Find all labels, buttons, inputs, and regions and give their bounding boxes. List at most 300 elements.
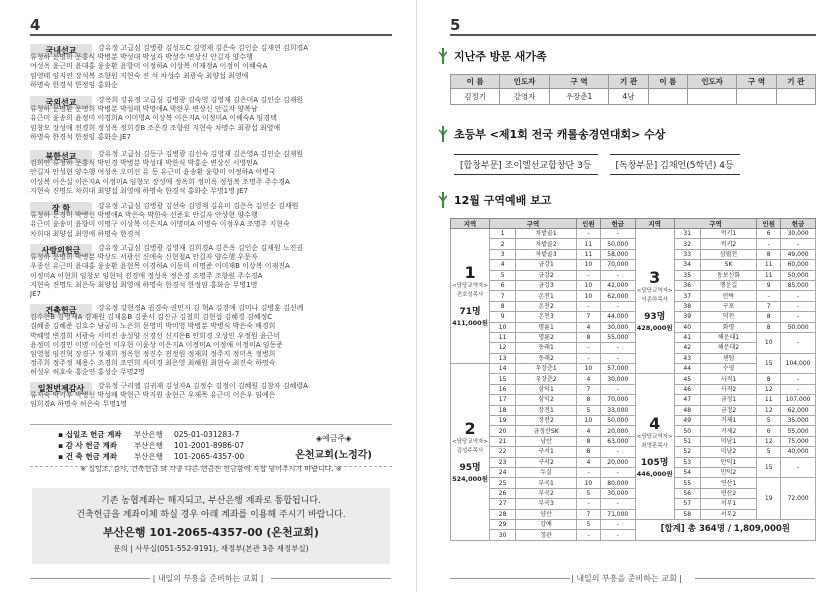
table-cell: 45	[674, 374, 700, 384]
district-cell	[635, 229, 674, 374]
donor-line: 강유정 고급심 김병광 김성도C 김영재 김은숙 김인순 김재연 김희경A	[98, 44, 309, 52]
table-cell: 사직1	[700, 374, 756, 384]
table-cell: 31	[674, 229, 700, 239]
table-cell: 11	[757, 270, 781, 280]
table-cell: 1	[490, 229, 516, 239]
column-header: 구 역	[549, 75, 609, 89]
table-cell: 33,000	[600, 405, 635, 415]
column-header: 구역	[674, 219, 757, 229]
table-cell: 63,000	[600, 436, 635, 446]
table-cell: 정관	[516, 530, 577, 540]
table-cell: 104,000	[781, 353, 816, 374]
left-page	[0, 0, 417, 592]
table-row	[451, 270, 816, 280]
district-money: 428,000원	[636, 324, 673, 333]
table-cell: 미남2	[700, 447, 756, 457]
table-cell: -	[757, 291, 781, 301]
table-cell: 덕천	[700, 312, 756, 322]
donor-line: 유근미 윤송미 윤향미 이명구 이상복 이은지A 이명미A 이명숙 이정우A 조명주 지현숙	[30, 220, 290, 229]
table-cell: 71,000	[600, 509, 635, 519]
table-cell: 107,000	[781, 395, 816, 405]
table-cell: 53	[674, 457, 700, 467]
table-cell: 30,000	[600, 322, 635, 332]
donor-line: 임영태 임지연 장석복 조향원 지현숙 진 석 차성수 최광숙 최양섭 최영애	[30, 71, 249, 80]
donor-line: 김수현B 김영재A 김재원 김재훈B 김준서 김진규 김철희 김현섭 김혜경 김혜정C	[30, 313, 273, 322]
table-row	[451, 416, 816, 426]
account-number: 025-01-031283-7	[174, 430, 240, 439]
table-cell: 금정산SK	[516, 426, 577, 436]
table-cell: 51	[674, 436, 700, 446]
table-cell: 30,000	[781, 229, 816, 239]
table-cell: 55,000	[600, 332, 635, 342]
donor-line: 임영철 임진혁 장경구 장재희 정옥헌 정진수 전정원 정재희 정주지 정미옥 정병희	[30, 350, 276, 359]
right-page	[418, 0, 835, 592]
table-cell: 7	[576, 384, 600, 394]
table-cell: 11	[757, 395, 781, 405]
table-cell: 52	[674, 447, 700, 457]
table-cell: 11	[576, 249, 600, 259]
table-cell: 32	[674, 239, 700, 249]
table-cell: 삼익1	[516, 384, 577, 394]
table-cell: 10	[576, 291, 600, 301]
table-cell: 23	[490, 457, 516, 467]
table-row	[451, 322, 816, 332]
donor-line: 박혜영 변경희 서광숙 서미진 송성양 신경선 신지은B 안희경 오상인 우정원 윤근미	[30, 331, 281, 340]
table-cell: 금강3	[516, 280, 577, 290]
table-cell: 20,000	[600, 457, 635, 467]
table-cell: 8	[757, 374, 781, 384]
donor-line: 허성우 허호숙 홍순연 홍성순 무명2명	[30, 368, 145, 377]
donor-line: 김희연 류청하 문홍식 박민경 박병분 박성대 박한식 박홍순 변상신 서영민A	[30, 159, 258, 168]
table-cell: 50,000	[781, 270, 816, 280]
table-cell: 10	[576, 280, 600, 290]
account-row: ▪ 감 사 헌금 계좌 부산은행 101-2001-8986-07	[30, 440, 392, 451]
table-cell: 22	[490, 447, 516, 457]
table-cell: 15	[490, 374, 516, 384]
table-cell: 44	[674, 364, 700, 374]
donor-line: 이상복 이은실 이은지A 이정미A 임창모 장성애 정옥희 정미옥 정성복 조명주 주수경A	[30, 177, 290, 186]
table-cell: 12	[490, 343, 516, 353]
donor-line: 유근미 윤송희 윤정미 이경희A 이미영A 이상복 이은지A 이정미A 이혜숙A 임경택	[30, 114, 277, 123]
donor-line: 정주희 정주정 제용수 조경희 조연희 차미경 최은영 최혜원 최현숙 최진숙 하명숙	[30, 359, 276, 368]
table-cell: 4	[576, 457, 600, 467]
table-cell: 8	[576, 447, 600, 457]
account-box	[30, 424, 392, 467]
table-cell: 삼익2	[516, 395, 577, 405]
table-cell: 온천1	[516, 291, 577, 301]
table-row	[451, 374, 816, 384]
table-cell: 16	[490, 384, 516, 394]
table-cell: 10	[576, 478, 600, 488]
table-cell: 럭키1	[700, 229, 756, 239]
table-cell: 85,000	[781, 280, 816, 290]
total-cell: [합계] 총 364명 / 1,809,000원	[635, 519, 815, 540]
table-cell: 70,000	[600, 260, 635, 270]
donor-line: 류청하 문명희 박병분 박상도 서광선 신애숙 신현철A 안길자 양수행 우문자	[30, 253, 258, 262]
table-cell: 금강2	[516, 270, 577, 280]
table-row	[451, 260, 816, 270]
footer-line	[695, 578, 815, 579]
table-cell: 34	[674, 260, 700, 270]
page-number: 4	[30, 16, 41, 34]
visitors-table	[450, 74, 816, 105]
table-cell: -	[600, 301, 635, 311]
donor-line: 이정미A 이현희 임창모 임현덕 전경애 정성옥 정은경 조명주 조향원 주수경A	[30, 271, 263, 280]
table-cell: -	[600, 467, 635, 477]
worship-section-header	[436, 190, 551, 210]
table-cell: 동래2	[516, 353, 577, 363]
table-cell: 12	[757, 436, 781, 446]
notice-account: 부산은행 101-2065-4357-00 (온천교회)	[103, 526, 319, 539]
table-cell: -	[600, 270, 635, 280]
table-cell: 21	[490, 436, 516, 446]
table-cell: 5	[576, 488, 600, 498]
table-cell: 7	[757, 301, 781, 311]
district-num: 1	[464, 263, 476, 283]
table-cell: 김정기	[451, 89, 500, 105]
district-people: 93명	[644, 312, 666, 323]
section-heading: 국내선교	[30, 44, 92, 57]
donor-line: 우종선 유근미 윤대홍 윤송환 윤현목 이경하A 이동미 이명준 이미재B 이상복 이재진A	[30, 262, 290, 271]
table-cell: -	[600, 499, 635, 509]
table-cell: 41	[674, 332, 700, 342]
table-cell: -	[600, 447, 635, 457]
table-cell: 27	[490, 499, 516, 509]
table-cell: 연산2	[700, 488, 756, 498]
donor-line: 류청하 문명희 문홍식 박병분 박성대 박성자 박성수 변상신 안길자 양수행	[30, 53, 253, 62]
column-header: 인원	[576, 219, 600, 229]
table-cell: 부곡3	[516, 499, 577, 509]
table-cell: -	[781, 384, 816, 394]
table-cell: 36	[674, 280, 700, 290]
table-cell: 5	[757, 447, 781, 457]
table-row	[451, 301, 816, 311]
table-cell: 19	[490, 416, 516, 426]
notice-contact: 문의 | 사무실(051-552-9191), 재정부(본관 3층 재정부실)	[113, 544, 309, 553]
table-cell: 구서2	[516, 457, 577, 467]
table-cell: 우장춘2	[516, 374, 577, 384]
table-cell: 25	[490, 478, 516, 488]
table-cell: 구포	[700, 301, 756, 311]
table-cell: 30,000	[600, 488, 635, 498]
column-header: 기 관	[609, 75, 648, 89]
table-cell: -	[600, 530, 635, 540]
table-cell: 두실	[516, 467, 577, 477]
district-num: 4	[649, 413, 661, 433]
donor-line: 하명숙 한경석 한정임 홍화순	[30, 80, 118, 89]
table-cell: 20	[490, 426, 516, 436]
table-cell: 구서1	[516, 447, 577, 457]
table-cell	[776, 89, 815, 105]
table-cell: 2	[490, 239, 516, 249]
donor-line: 하명숙 한경석 한정임 홍화순 JE7	[30, 132, 131, 141]
depositor-name: 온천교회(노정각)	[295, 450, 372, 461]
table-cell: 42	[674, 343, 700, 353]
section-heading: 국외선교	[30, 96, 92, 109]
table-cell: 8	[576, 332, 600, 342]
donor-line: 임희경A 하명숙 허은숙 무명1명	[30, 400, 128, 409]
table-row	[451, 519, 816, 529]
table-cell: -	[781, 457, 816, 478]
table-cell: 46	[674, 384, 700, 394]
table-cell: 서부2	[700, 509, 756, 519]
table-cell: 24	[490, 467, 516, 477]
table-cell: 부곡1	[516, 478, 577, 488]
donor-line: 강유정 고급심 김병광 김영재 김희경A 김은옥 김인순 김재원 노진권	[98, 244, 304, 252]
table-cell: 8	[757, 249, 781, 259]
table-cell: 8	[576, 395, 600, 405]
award-item: [독창부문] 김채언(5학년) 4등	[610, 154, 740, 175]
table-cell: 해운대1	[700, 332, 756, 342]
table-cell: -	[576, 467, 600, 477]
footer-line	[450, 578, 570, 579]
table-cell: 연산1	[700, 478, 756, 488]
table-cell: -	[600, 229, 635, 239]
table-cell: 43	[674, 353, 700, 363]
table-cell: -	[781, 239, 816, 249]
section-heading: 장 학	[30, 202, 92, 215]
table-cell: 동래1	[516, 343, 577, 353]
table-cell: 장전2	[516, 416, 577, 426]
account-note: ※ 십일조, 감사, 건축헌금 외 각종 다른 헌금은 헌금함에 직접 넣어주시기 바랍니다. ※	[80, 465, 342, 473]
table-cell: -	[600, 384, 635, 394]
district-lead-label: <담당교역자>	[452, 438, 488, 445]
table-row	[451, 395, 816, 405]
donor-names	[30, 382, 392, 410]
table-cell: 37	[674, 291, 700, 301]
table-cell: -	[576, 343, 600, 353]
column-header: 지역	[635, 219, 674, 229]
table-cell: 우장춘1	[549, 89, 609, 105]
column-header: 인도자	[688, 75, 737, 89]
table-cell: 62,000	[600, 291, 635, 301]
account-number: 101-2065-4357-00	[174, 452, 245, 461]
depositor-heading: ◈예금주◈	[315, 434, 352, 443]
table-cell: 장전1	[516, 405, 577, 415]
donor-line: 지현숙 진명도 차희대 최양섭 최영애 하명숙 한경석 홍화순 무명1명 JE7	[30, 186, 248, 195]
footer-text: | 내일의 부흥을 준비하는 교회 |	[152, 574, 264, 583]
table-cell: 4	[576, 322, 600, 332]
account-row: ▪ 건 축 헌금 계좌 부산은행 101-2065-4357-00	[30, 451, 392, 462]
table-cell	[648, 89, 687, 105]
table-cell: 6	[757, 426, 781, 436]
table-cell: 15	[757, 457, 781, 478]
account-label: 감 사 헌금 계좌	[65, 441, 118, 450]
table-cell: 8	[757, 322, 781, 332]
table-cell: -	[781, 312, 816, 322]
section-heading: 북한선교	[30, 150, 92, 163]
donor-names	[30, 202, 392, 239]
table-row	[451, 457, 816, 467]
district-lead-label: <담당교역자>	[452, 283, 488, 290]
table-cell: 만덕1	[700, 457, 756, 467]
donor-line: 차희대 최양섭 최영애 하명숙 한경석	[30, 229, 141, 238]
footer	[418, 573, 835, 584]
page-number: 5	[450, 16, 461, 34]
table-cell: 6	[490, 280, 516, 290]
table-header	[451, 219, 816, 229]
table-row	[451, 384, 816, 394]
section-title: 초등부 <제1회 전국 캐롤송경연대회> 수상	[454, 128, 666, 141]
table-row	[451, 291, 816, 301]
donor-line: 윤정미 이경민 이명 이승언 이우현 이윤상 이은지A 이정미A 이정애 이정미A 임동준	[30, 340, 283, 349]
table-cell: 동보신화	[700, 270, 756, 280]
table-cell: 28	[490, 509, 516, 519]
section-heading: 사랑의헌금	[30, 244, 92, 257]
account-bank: 부산은행	[134, 441, 163, 450]
divider	[30, 34, 392, 36]
table-cell: 온천3	[516, 312, 577, 322]
account-number: 101-2001-8986-07	[174, 441, 245, 450]
donor-line: 김혜종 김혜준 김호수 남궁미 노은희 문명미 박미영 박병분 박병식 박은숙 배경희	[30, 322, 276, 331]
table-cell: 양산	[516, 509, 577, 519]
table-cell: 금정1	[700, 395, 756, 405]
table-cell: 금강1	[516, 260, 577, 270]
table-cell: -	[576, 270, 600, 280]
table-cell: 10	[576, 260, 600, 270]
award-list	[454, 154, 740, 175]
district-money: 524,000원	[452, 474, 488, 483]
table-cell: 4	[576, 374, 600, 384]
table-cell: 12	[757, 405, 781, 415]
column-header: 구역	[490, 219, 577, 229]
notice-line: 기존 농협계좌는 해지되고, 부산은행 계좌로 통합됩니다.	[101, 496, 321, 506]
table-cell: 26	[490, 488, 516, 498]
table-cell: 55,000	[781, 426, 816, 436]
donor-names	[30, 150, 392, 196]
table-cell: -	[781, 374, 816, 384]
donor-line: 여성옥 윤근미 윤대홍 윤송환 윤향미 이정하A 이상복 이재정A 이정이 이혜숙A	[30, 62, 268, 71]
table-cell: -	[600, 519, 635, 529]
table-cell: 80,000	[600, 478, 635, 488]
table-cell: 남산	[516, 436, 577, 446]
donor-line: 안길자 안성현 양수행 여성옥 오미선 유 동 유근미 윤송환 윤향미 이정하A 이병국	[30, 168, 276, 177]
column-header: 구 역	[737, 75, 776, 89]
table-cell: 33	[674, 249, 700, 259]
table-cell: 거제1	[700, 416, 756, 426]
table-cell: 10	[576, 416, 600, 426]
district-money: 411,000원	[452, 319, 488, 328]
donor-names	[30, 44, 392, 90]
table-cell: -	[781, 291, 816, 301]
table-cell: 49	[674, 416, 700, 426]
table-cell: 57	[674, 499, 700, 509]
table-header	[451, 75, 816, 89]
table-cell: 42,000	[600, 280, 635, 290]
table-cell: 센텀	[700, 353, 756, 363]
table-cell: 60,000	[781, 260, 816, 270]
district-people: 105명	[640, 457, 669, 468]
table-cell: 15	[757, 353, 781, 374]
table-cell: 7	[576, 312, 600, 322]
table-cell: 해운대2	[700, 343, 756, 353]
donor-line: 류지숙 박기후 박병선 박성배 박현근 박지원 송현근 우재목 유근미 이은우 임예은	[30, 391, 276, 400]
table-cell: -	[781, 301, 816, 311]
table-row	[451, 436, 816, 446]
district-cell	[451, 364, 490, 541]
district-money: 446,000원	[636, 469, 673, 478]
table-cell: 39	[674, 312, 700, 322]
district-lead-label: <담당교역자>	[636, 433, 673, 440]
donor-line: 류청하 문경미 박병선 박병애A 박은숙 박한숙 선준호 안길자 안상현 양수행	[30, 211, 258, 220]
district-people: 95명	[459, 462, 481, 473]
table-cell: 9	[490, 312, 516, 322]
table-cell: -	[576, 229, 600, 239]
table-cell: 5	[576, 519, 600, 529]
table-cell: 4남	[609, 89, 648, 105]
table-cell: 9	[757, 280, 781, 290]
table-cell: 48	[674, 405, 700, 415]
table-cell: 30	[490, 530, 516, 540]
table-cell: 40	[674, 322, 700, 332]
table-cell: 58	[674, 509, 700, 519]
table-cell: 75,000	[781, 436, 816, 446]
table-cell: 10	[576, 364, 600, 374]
table-cell: 사직2	[700, 384, 756, 394]
table-cell: 온천2	[516, 301, 577, 311]
account-bank: 부산은행	[134, 452, 163, 461]
table-cell: 13	[490, 353, 516, 363]
table-row	[451, 447, 816, 457]
table-cell: -	[600, 343, 635, 353]
section-title: 지난주 방문 새가족	[454, 50, 547, 63]
table-cell: 8	[757, 312, 781, 322]
notice-box	[32, 488, 390, 564]
table-cell	[737, 89, 776, 105]
table-cell: 40,000	[781, 447, 816, 457]
donor-line: 강유정 강현정A 권경숙 권민지 김 혁A 김경애 김미나 김병훈 김선례	[98, 304, 304, 312]
donor-line: 지현숙 진명도 최은득 최양섭 최영애 하명숙 한경석 한정임 홍화순 무명1명	[30, 280, 258, 289]
table-cell: 38	[674, 301, 700, 311]
table-cell: -	[576, 353, 600, 363]
footer-line	[271, 578, 391, 579]
table-cell: 70,000	[600, 395, 635, 405]
table-row	[451, 239, 816, 249]
table-cell: 11	[490, 332, 516, 342]
table-cell: 행운길	[700, 280, 756, 290]
table-cell: -	[757, 239, 781, 249]
table-cell: 금정2	[700, 405, 756, 415]
donor-line: 류청하 문명환 문명희 박병분 박성태 박명애A 박한우 변상신 안길자 양복남	[30, 105, 258, 114]
table-cell: 19	[757, 478, 781, 520]
table-cell: 56	[674, 488, 700, 498]
donor-names	[30, 244, 392, 299]
district-lead: 김성주목사	[456, 447, 484, 454]
table-cell: 3	[490, 249, 516, 259]
donor-line: 강유정 고급심 김동구 김병광 김선숙 김영재 김은영A 김인순 김재원	[98, 150, 304, 158]
award-section-header	[436, 124, 665, 144]
table-cell: 72,000	[781, 478, 816, 520]
table-cell: 화명	[700, 322, 756, 332]
table-row	[451, 332, 816, 342]
table-row	[451, 229, 816, 239]
table-cell: 우장춘1	[516, 364, 577, 374]
table-cell: 강예	[516, 519, 577, 529]
account-row: ▪ 십일조 헌금 계좌 부산은행 025-01-031283-7	[30, 429, 392, 440]
table-row	[451, 280, 816, 290]
table-cell: 50,000	[781, 322, 816, 332]
table-cell: 49,000	[781, 249, 816, 259]
district-people: 71명	[459, 307, 481, 318]
table-cell: 차밭골1	[516, 229, 577, 239]
table-cell: 54	[674, 467, 700, 477]
table-cell: -	[600, 353, 635, 363]
donor-line: 강옥희 강유정 고급심 김병광 김숙영 김영재 김은미A 김인순 김재원	[98, 96, 304, 104]
depositor-box	[295, 433, 372, 461]
table-cell: 차밭골2	[516, 239, 577, 249]
table-cell: 수영	[700, 364, 756, 374]
candle-icon	[436, 190, 450, 210]
